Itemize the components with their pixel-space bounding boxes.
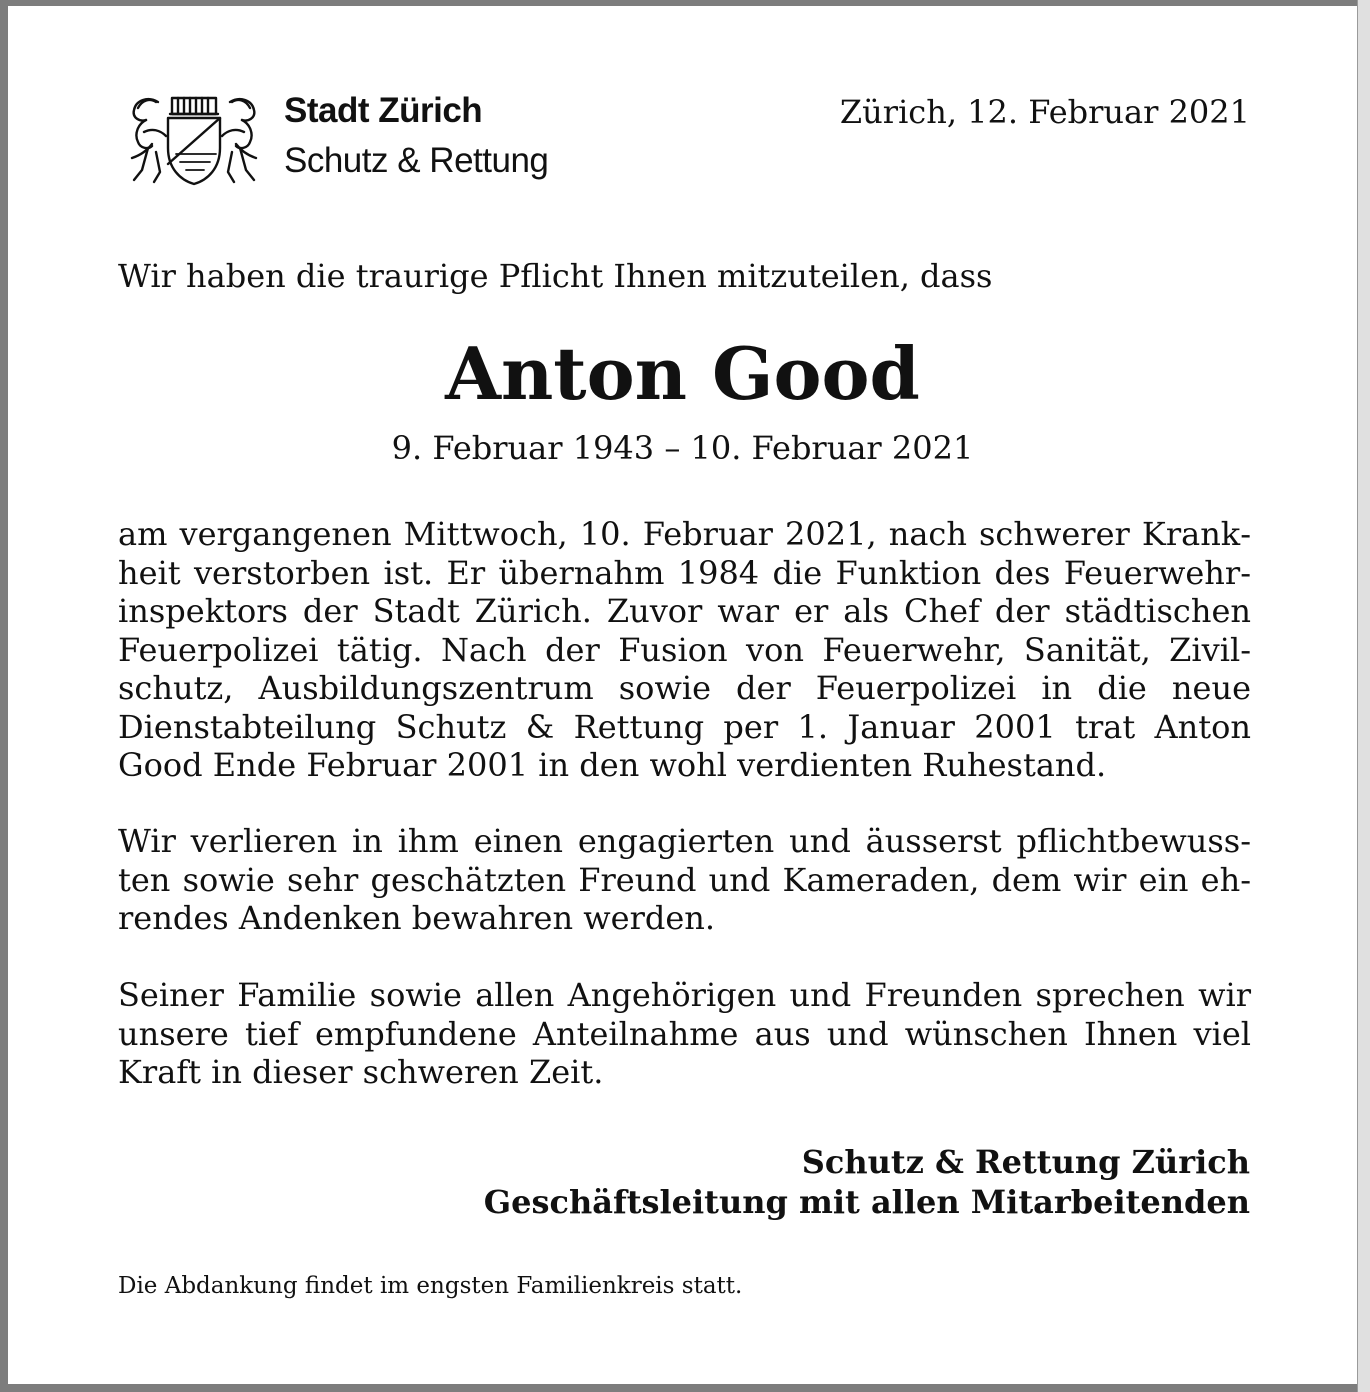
paragraph-tribute: Wir verlieren in ihm einen engagierten und äusserst pflichtbewussten sowie sehr geschätzten Freund und Kameraden, dem wir ein ehrendes Andenken bewahren werden. (118, 822, 1251, 937)
lifespan-dates: 9. Februar 1943 – 10. Februar 2021 (391, 429, 974, 467)
paragraph-condolences: Seiner Familie sowie allen Angehörigen und Freunden sprechen wir unsere tief empfundene Anteilnahme aus und wünschen Ihnen viel Kraft in dieser schweren Zeit. (118, 976, 1251, 1091)
signature-line-2: Geschäftsleitung mit allen Mitarbeitenden (483, 1183, 1250, 1221)
signature-line-1: Schutz & Rettung Zürich (801, 1143, 1250, 1181)
deceased-name: Anton Good (445, 331, 920, 416)
intro-text: Wir haben die traurige Pflicht Ihnen mitzuteilen, dass (118, 257, 993, 295)
obituary-page (8, 6, 1357, 1384)
date-line: Zürich, 12. Februar 2021 (839, 93, 1250, 131)
scrollbar[interactable] (1357, 0, 1370, 1392)
paragraph-biography: am vergangenen Mittwoch, 10. Februar 2021, nach schwerer Krankheit verstorben ist. Er übernahm 1984 die Funktion des Feuerwehrinspektors der Stadt Zürich. Zuvor war er als Chef der städtischen Feuerpolizei tätig. Nach der Fusion von Feuerwehr, Sanität, Zivilschutz, Ausbildungszentrum sowie der Feuerpolizei in die neue Dienstabteilung Schutz & Rettung per 1. Januar 2001 trat Anton Good Ende Februar 2001 in den wohl verdienten Ruhestand. (118, 515, 1251, 784)
org-department: Schutz & Rettung (284, 141, 549, 180)
org-name: Stadt Zürich (284, 91, 483, 130)
funeral-note: Die Abdankung findet im engsten Familienkreis statt. (118, 1273, 743, 1299)
zurich-coat-of-arms-lions-icon (124, 92, 264, 188)
